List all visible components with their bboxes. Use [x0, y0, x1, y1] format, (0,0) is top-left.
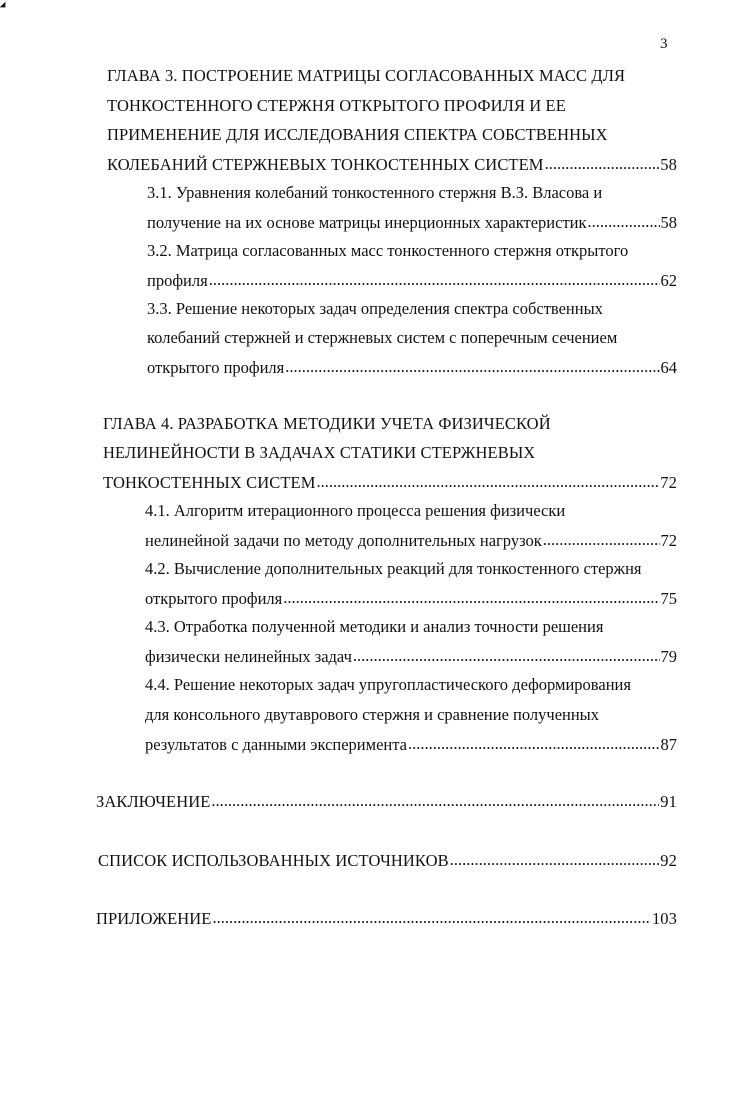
toc-entry-section-4-2[interactable]	[145, 588, 677, 609]
toc-entry-conclusion[interactable]	[96, 791, 677, 812]
toc-entry-section-4-3[interactable]	[145, 646, 677, 667]
section-3-3-line-1: 3.3. Решение некоторых задач определения спектра собственных	[147, 299, 603, 318]
chapter-4-title-line-2: НЕЛИНЕЙНОСТИ В ЗАДАЧАХ СТАТИКИ СТЕРЖНЕВЫХ	[103, 443, 536, 462]
dot-leader	[211, 791, 659, 807]
section-4-4-line-1: 4.4. Решение некоторых задач упругопластического деформирования	[145, 675, 631, 694]
dot-leader	[209, 270, 660, 286]
section-4-2-page: 75	[660, 589, 677, 608]
dot-leader	[285, 357, 659, 373]
section-4-4-page: 87	[660, 735, 677, 754]
dot-leader	[283, 588, 659, 604]
dot-leader	[408, 734, 660, 750]
page-number: 3	[660, 36, 668, 52]
section-3-1-line-2: получение на их основе матрицы инерционных характеристик	[147, 213, 587, 232]
section-4-4-line-3: результатов с данными эксперимента	[145, 735, 407, 754]
section-3-3-line-2: колебаний стержней и стержневых систем с поперечным сечением	[147, 328, 618, 347]
section-3-3-line-3: открытого профиля	[147, 358, 285, 377]
toc-entry-section-3-1[interactable]	[147, 212, 677, 233]
conclusion-page: 91	[660, 792, 677, 811]
toc-entry-section-3-2[interactable]	[147, 270, 677, 291]
section-3-2-line-1: 3.2. Матрица согласованных масс тонкостенного стержня открытого	[147, 241, 629, 260]
section-4-1-page: 72	[660, 531, 677, 550]
appendix-page: 103	[651, 909, 677, 928]
section-4-1-line-1: 4.1. Алгоритм итерационного процесса решения физически	[145, 501, 566, 520]
dot-leader	[450, 850, 660, 866]
references-page: 92	[660, 851, 677, 870]
dot-leader	[543, 530, 660, 546]
toc-entry-appendix[interactable]	[96, 908, 677, 929]
chapter-3-page: 58	[660, 155, 677, 174]
chapter-3-title-line-1: ГЛАВА 3. ПОСТРОЕНИЕ МАТРИЦЫ СОГЛАСОВАННЫХ МАСС ДЛЯ	[107, 66, 626, 85]
corner-mark	[0, 2, 8, 10]
section-4-2-line-2: открытого профиля	[145, 589, 283, 608]
dot-leader	[545, 154, 660, 170]
toc-entry-chapter-3[interactable]	[107, 154, 677, 175]
toc-entry-chapter-4[interactable]	[103, 472, 677, 493]
chapter-4-title-line-1: ГЛАВА 4. РАЗРАБОТКА МЕТОДИКИ УЧЕТА ФИЗИЧЕСКОЙ	[103, 414, 551, 433]
chapter-3-title-line-2: ТОНКОСТЕННОГО СТЕРЖНЯ ОТКРЫТОГО ПРОФИЛЯ И ЕЕ	[107, 96, 566, 115]
section-3-2-page: 62	[660, 271, 677, 290]
section-4-4-line-2: для консольного двутаврового стержня и сравнение полученных	[145, 705, 600, 724]
section-3-1-page: 58	[660, 213, 677, 232]
chapter-4-title-line-3: ТОНКОСТЕННЫХ СИСТЕМ	[103, 473, 316, 492]
conclusion-label: ЗАКЛЮЧЕНИЕ	[96, 792, 211, 811]
chapter-4-page: 72	[660, 473, 677, 492]
dot-leader	[353, 646, 660, 662]
section-3-3-page: 64	[660, 358, 677, 377]
section-4-3-page: 79	[660, 647, 677, 666]
dot-leader	[212, 908, 650, 924]
section-3-1-line-1: 3.1. Уравнения колебаний тонкостенного стержня В.З. Власова и	[147, 183, 603, 202]
section-4-1-line-2: нелинейной задачи по методу дополнительных нагрузок	[145, 531, 542, 550]
dot-leader	[316, 472, 659, 488]
appendix-label: ПРИЛОЖЕНИЕ	[96, 909, 212, 928]
chapter-3-title-line-4: КОЛЕБАНИЙ СТЕРЖНЕВЫХ ТОНКОСТЕННЫХ СИСТЕМ	[107, 155, 544, 174]
section-4-3-line-1: 4.3. Отработка полученной методики и анализ точности решения	[145, 617, 604, 636]
toc-entry-references[interactable]	[98, 850, 677, 871]
section-4-3-line-2: физически нелинейных задач	[145, 647, 352, 666]
chapter-3-title-line-3: ПРИМЕНЕНИЕ ДЛЯ ИССЛЕДОВАНИЯ СПЕКТРА СОБСТВЕННЫХ	[107, 125, 608, 144]
toc-entry-section-4-1[interactable]	[145, 530, 677, 551]
references-label: СПИСОК ИСПОЛЬЗОВАННЫХ ИСТОЧНИКОВ	[98, 851, 449, 870]
toc-entry-section-3-3[interactable]	[147, 357, 677, 378]
section-4-2-line-1: 4.2. Вычисление дополнительных реакций для тонкостенного стержня	[145, 559, 642, 578]
section-3-2-line-2: профиля	[147, 271, 208, 290]
toc-entry-section-4-4[interactable]	[145, 734, 677, 755]
dot-leader	[588, 212, 660, 228]
